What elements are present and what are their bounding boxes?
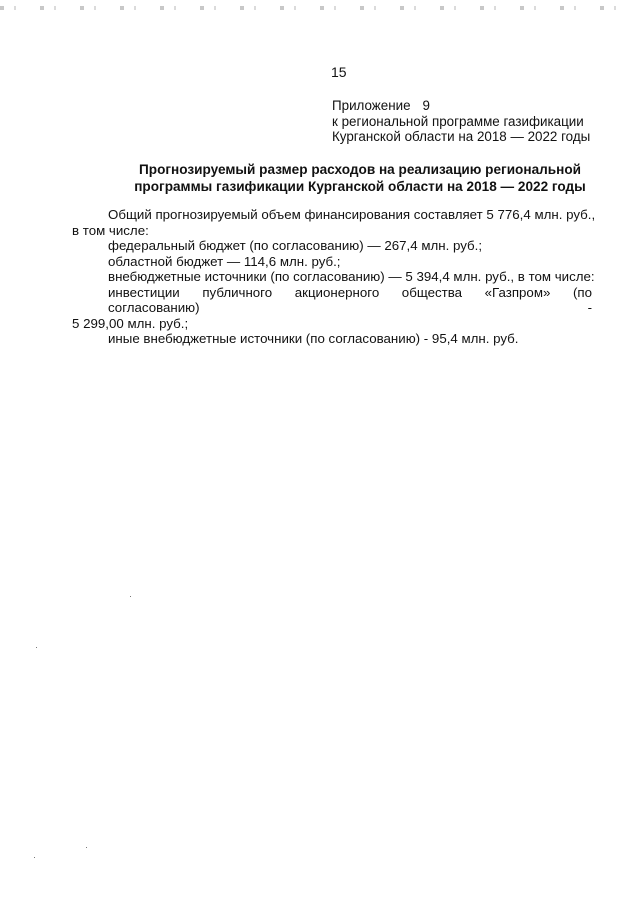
regional-budget-line: областной бюджет — 114,6 млн. руб.; [108,253,341,269]
total-funding-continuation: в том числе: [72,222,149,238]
document-title [80,162,640,195]
document-title-line-1: Прогнозируемый размер расходов на реализацию региональной [139,162,581,177]
gazprom-investment-continuation: 5 299,00 млн. руб.; [72,315,189,331]
scan-speck [34,857,35,858]
offbudget-sources-line: внебюджетные источники (по согласованию) — 5 394,4 млн. руб., в том числе: [108,269,595,284]
other-offbudget-line: иные внебюджетные источники (по согласованию) - 95,4 млн. руб. [108,331,519,346]
gazprom-investment-line: инвестиции публичного акционерного общества «Газпром» (по согласованию) - [108,284,592,315]
scan-speck [130,596,131,597]
scan-speck [36,647,37,648]
appendix-program-line: к региональной программе газификации [332,113,584,129]
appendix-block [332,98,590,145]
federal-budget-line: федеральный бюджет (по согласованию) — 267,4 млн. руб.; [108,238,483,253]
document-title-line-2: программы газификации Курганской области на 2018 — 2022 годы [134,178,586,194]
total-funding-line: Общий прогнозируемый объем финансирования составляет 5 776,4 млн. руб., [108,207,596,222]
scan-edge-artifact [0,6,640,10]
appendix-label-line [332,98,590,114]
body-text [72,207,596,347]
scan-speck [86,847,87,848]
appendix-label: Приложение [332,98,411,113]
page-number: 15 [331,64,347,80]
appendix-years-line: Курганской области на 2018 — 2022 годы [332,129,591,144]
appendix-number: 9 [422,98,430,113]
